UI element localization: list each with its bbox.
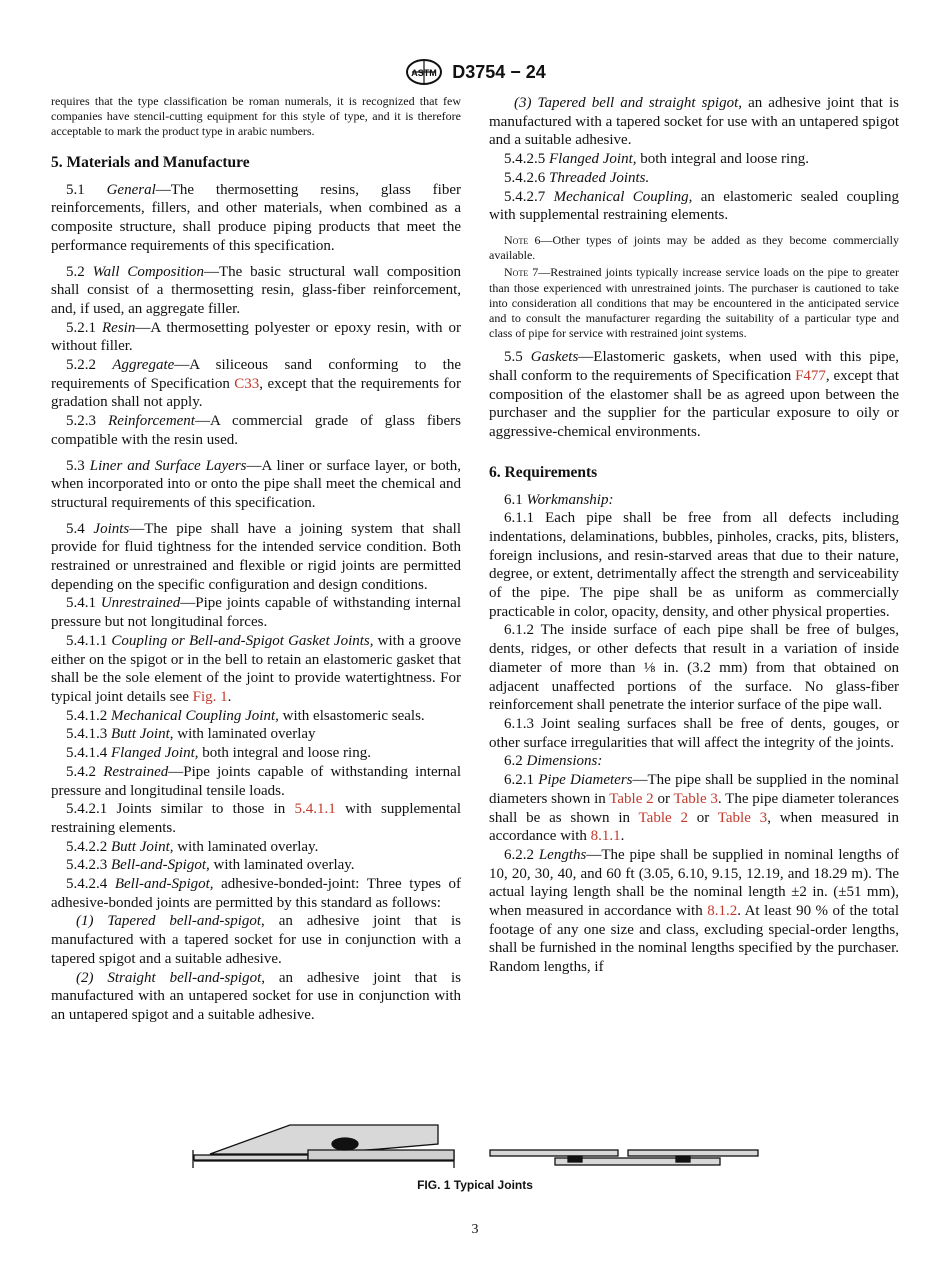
paragraph-5-4-2-6: 5.4.2.6 Threaded Joints. <box>504 169 650 186</box>
link-table-3[interactable]: Table 3 <box>673 790 718 807</box>
note-6: Note 6—Other types of joints may be added as they become commercially available. <box>489 232 899 263</box>
figure-caption: FIG. 1 Typical Joints <box>417 1178 533 1192</box>
paragraph-5-4-2-5: 5.4.2.5 Flanged Joint, both integral and loose ring. <box>504 151 809 168</box>
bell-spigot-joint-drawing <box>193 1125 454 1168</box>
paragraph-5-4-1-1: 5.4.1.1 Coupling or Bell-and-Spigot Gasket Joints, with a groove either on the spigot or in the bell to retain an elastomeric gasket that shall be the sole element of the joint to provide watertightness. For typical joint details see Fig. 1. <box>51 632 461 705</box>
list-item: (3) Tapered bell and straight spigot, an adhesive joint that is manufactured with a tapered socket for use with an untapered spigot and a suitable adhesive. <box>489 95 899 149</box>
svg-text:ASTM: ASTM <box>411 68 437 78</box>
section-heading-6: 6. Requirements <box>489 463 598 481</box>
paragraph-6-2-2: 6.2.2 Lengths—The pipe shall be supplied in nominal lengths of 10, 20, 30, 40, and 60 ft (3.05, 6.10, 9.15, 12.19, and 18.29 m). The actual laying length shall be the nominal length ±2 in. (±51 mm), when measured in accordance with 8.1.2. At least 90 % of the total footage of any one size and class, excluding special-order lengths, shall be furnished in the nominal lengths specified by the purchaser. Random lengths, if <box>489 846 900 976</box>
link-table-2[interactable]: Table 2 <box>638 809 688 826</box>
paragraph-5-4-2-1: 5.4.2.1 Joints similar to those in 5.4.1.1 with supplemental restraining elements. <box>51 801 461 836</box>
page-header <box>0 58 950 86</box>
paragraph-5-2-2: 5.2.2 Aggregate—A siliceous sand conforming to the requirements of Specification C33, except that the requirements for gradation shall not apply. <box>51 357 462 411</box>
paragraph-5-2-3: 5.2.3 Reinforcement—A commercial grade of glass fibers compatible with the resin used. <box>51 413 462 448</box>
paragraph-5-4-1-2: 5.4.1.2 Mechanical Coupling Joint, with elsastomeric seals. <box>66 707 425 724</box>
typical-joints-figure <box>190 1122 770 1178</box>
link-f477[interactable]: F477 <box>795 368 826 385</box>
link-table-2[interactable]: Table 2 <box>609 790 654 807</box>
link-fig-1[interactable]: Fig. 1 <box>192 688 228 705</box>
paragraph-5-4-2: 5.4.2 Restrained—Pipe joints capable of withstanding internal pressure and longitudinal tensile loads. <box>51 763 461 799</box>
paragraph-5-4-2-2: 5.4.2.2 Butt Joint, with laminated overlay. <box>66 838 319 855</box>
paragraph-5-4-2-4: 5.4.2.4 Bell-and-Spigot, adhesive-bonded-joint: Three types of adhesive-bonded joints are permitted by this standard as follows: <box>51 876 462 911</box>
paragraph-5-3: 5.3 Liner and Surface Layers—A liner or surface layer, or both, when incorporated into or onto the pipe shall meet the chemical and structural requirements of this specification. <box>51 457 461 511</box>
paragraph-6-2: 6.2 Dimensions: <box>504 753 603 770</box>
designation: D3754 − 24 <box>452 61 546 82</box>
note-7: Note 7—Restrained joints typically increase service loads on the pipe to greater than those experienced with unrestrained joints. The purchaser is cautioned to take into consideration all conditions that may be encountered in the anticipated service and to consult the manufacturer regarding the suitability of a particular type and class of pipe for service with restrained joint systems. <box>489 265 899 341</box>
link-8-1-2[interactable]: 8.1.2 <box>707 903 738 920</box>
paragraph-5-4-2-3: 5.4.2.3 Bell-and-Spigot, with laminated overlay. <box>66 857 355 874</box>
link-5-4-1-1[interactable]: 5.4.1.1 <box>294 801 336 818</box>
section-heading-5: 5. Materials and Manufacture <box>51 154 250 171</box>
paragraph-6-1-3: 6.1.3 Joint sealing surfaces shall be free of dents, gouges, or other surface irregularities that will affect the integrity of the joints. <box>489 716 899 751</box>
paragraph: requires that the type classification be roman numerals, it is recognized that few companies have stencil-cutting equipment for this style of type, and it is therefore acceptable to mark the product type in arabic numbers. <box>51 94 461 138</box>
link-8-1-1[interactable]: 8.1.1 <box>590 828 621 845</box>
paragraph-5-5: 5.5 Gaskets—Elastomeric gaskets, when used with this pipe, shall conform to the requirements of Specification F477, except that composition of the elastomer shall be as agreed upon between the purchaser and the supplier for the particular exposure to oily or aggressive-chemical environments. <box>489 349 899 441</box>
paragraph-6-2-1: 6.2.1 Pipe Diameters—The pipe shall be supplied in the nominal diameters shown in Table 2 or Table 3. The pipe diameter tolerances shall be as shown in Table 2 or Table 3, when measured in accordance with 8.1.1. <box>489 772 899 845</box>
paragraph-5-4-2-7: 5.4.2.7 Mechanical Coupling, an elastomeric sealed coupling with supplemental restraining elements. <box>489 188 900 224</box>
paragraph-6-1-2: 6.1.2 The inside surface of each pipe shall be free of bulges, dents, ridges, or other defects that result in a variation of inside diameter of more than ⅛ in. (3.2 mm) from that obtained on adjacent unaffected portions of the surface. No glass-fiber reinforcement shall penetrate the interior surface of the pipe wall. <box>489 622 899 714</box>
paragraph-5-4-1-4: 5.4.1.4 Flanged Joint, both integral and loose ring. <box>66 745 371 762</box>
coupling-joint-drawing <box>490 1150 758 1165</box>
link-table-3[interactable]: Table 3 <box>717 809 768 826</box>
paragraph-6-1-1: 6.1.1 Each pipe shall be free from all defects including indentations, delaminations, bubbles, pinholes, cracks, pits, blisters, foreign inclusions, and resin-starved areas that due to their nature, degree, or extent, detrimentally affect the strength and serviceability of the pipe. The pipe shall be as uniform as commercially practicable in color, opacity, density, and other physical properties. <box>489 510 899 620</box>
left-column <box>51 94 461 1025</box>
link-c33[interactable]: C33 <box>234 375 260 392</box>
page-number: 3 <box>471 1222 479 1237</box>
paragraph-5-4-1: 5.4.1 Unrestrained—Pipe joints capable of withstanding internal pressure but not longitudinal forces. <box>51 595 461 631</box>
paragraph-5-2-1: 5.2.1 Resin—A thermosetting polyester or epoxy resin, with or without filler. <box>51 319 461 355</box>
paragraph-5-1: 5.1 General—The thermosetting resins, glass fiber reinforcements, fillers, and other materials, when combined as a composite structure, shall produce piping products that meet the performance requirements of this specification. <box>51 181 461 254</box>
paragraph-6-1: 6.1 Workmanship: <box>504 491 614 508</box>
paragraph-5-4: 5.4 Joints—The pipe shall have a joining system that shall provide for fluid tightness for the intended service condition. Both restrained or unrestrained and flexible or rigid joints are permitted depending on the specific configuration and design conditions. <box>51 520 461 593</box>
right-column <box>489 94 899 977</box>
astm-logo-icon <box>404 58 444 86</box>
paragraph-5-4-1-3: 5.4.1.3 Butt Joint, with laminated overlay <box>66 726 316 743</box>
list-item: (2) Straight bell-and-spigot, an adhesive joint that is manufactured with an untapered socket for use in conjunction with an untapered spigot and a suitable adhesive. <box>51 969 461 1023</box>
list-item: (1) Tapered bell-and-spigot, an adhesive joint that is manufactured with a tapered socket for use in conjunction with a tapered spigot and a suitable adhesive. <box>51 913 461 967</box>
paragraph-5-2: 5.2 Wall Composition—The basic structural wall composition shall consist of a thermosetting resin, glass-fiber reinforcement, and, if used, an aggregate filler. <box>51 263 461 317</box>
